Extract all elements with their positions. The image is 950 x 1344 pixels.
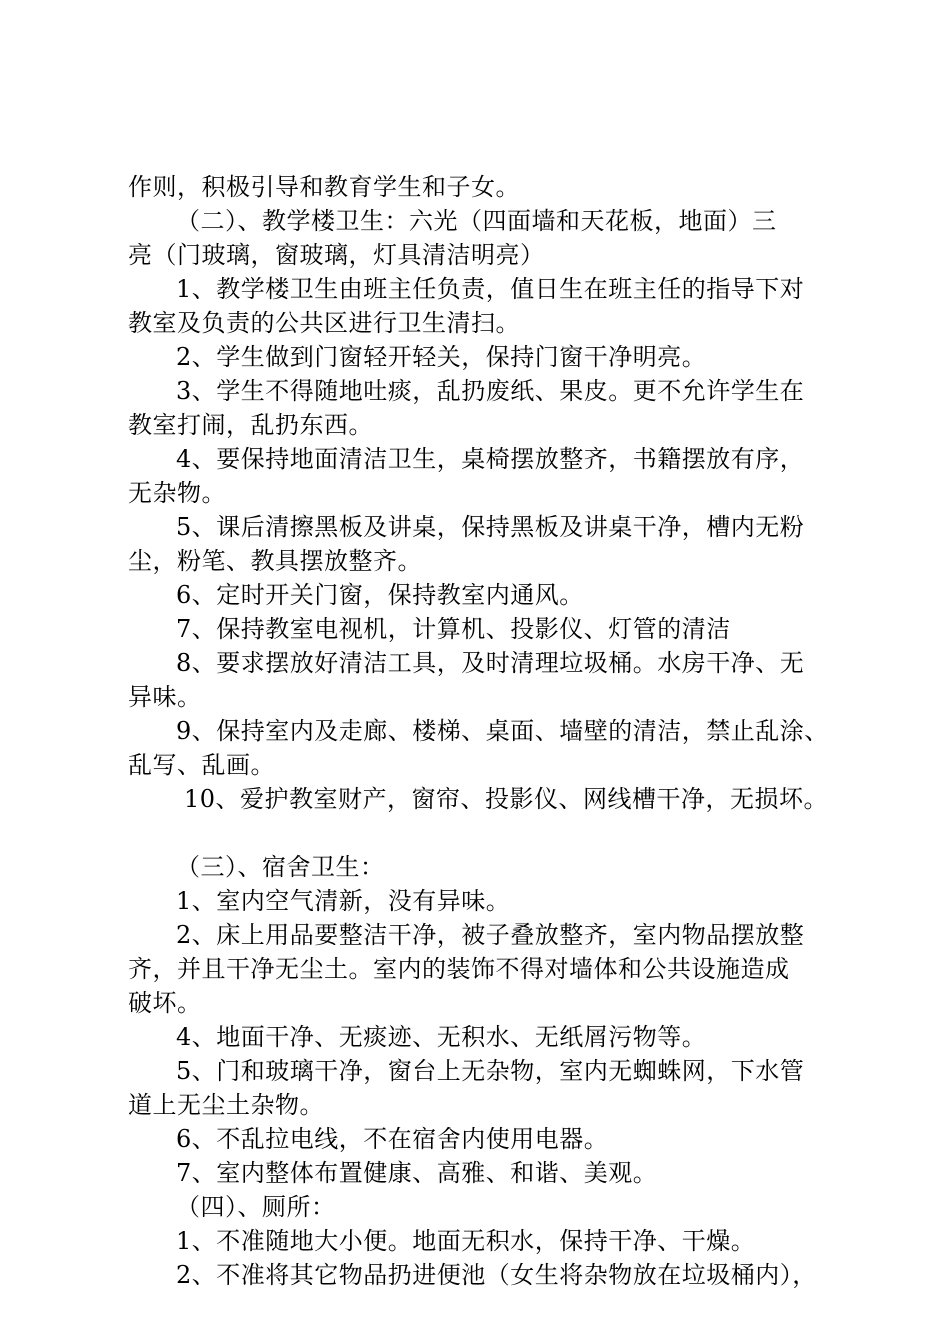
paragraph-line: 教室打闹，乱扔东西。 (128, 411, 373, 439)
paragraph-line: 尘，粉笔、教具摆放整齐。 (128, 547, 422, 575)
paragraph-line: 齐，并且干净无尘土。室内的装饰不得对墙体和公共设施造成 (128, 955, 790, 983)
list-item: 8、要求摆放好清洁工具，及时清理垃圾桶。水房干净、无 (176, 649, 805, 677)
section-heading: （三）、宿舍卫生： (176, 853, 385, 881)
list-item: 4、要保持地面清洁卫生，桌椅摆放整齐，书籍摆放有序， (176, 445, 805, 473)
paragraph-line: 作则，积极引导和教育学生和子女。 (128, 173, 520, 201)
paragraph-line: 亮（门玻璃，窗玻璃，灯具清洁明亮） (128, 241, 545, 269)
paragraph-line: 无杂物。 (128, 479, 226, 507)
list-item: 7、保持教室电视机，计算机、投影仪、灯管的清洁 (176, 615, 731, 643)
paragraph-line: 破坏。 (128, 989, 202, 1017)
document-body (128, 170, 860, 1292)
list-item: 5、门和玻璃干净，窗台上无杂物，室内无蜘蛛网，下水管 (176, 1057, 805, 1085)
list-item: 1、教学楼卫生由班主任负责，值日生在班主任的指导下对 (176, 275, 805, 303)
list-item: 3、学生不得随地吐痰，乱扔废纸、果皮。更不允许学生在 (176, 377, 805, 405)
list-item: 9、保持室内及走廊、楼梯、桌面、墙壁的清洁，禁止乱涂、 (176, 717, 829, 745)
list-item: 10、爱护教室财产，窗帘、投影仪、网线槽干净，无损坏。 (184, 785, 829, 813)
paragraph-line: 教室及负责的公共区进行卫生清扫。 (128, 309, 520, 337)
list-item: 6、定时开关门窗，保持教室内通风。 (176, 581, 584, 609)
paragraph-line: 道上无尘土杂物。 (128, 1091, 324, 1119)
section-heading: （二）、教学楼卫生：六光（四面墙和天花板，地面）三 (176, 207, 777, 235)
list-item: 1、不准随地大小便。地面无积水，保持干净、干燥。 (176, 1227, 756, 1255)
list-item: 2、床上用品要整洁干净，被子叠放整齐，室内物品摆放整 (176, 921, 805, 949)
list-item: 4、地面干净、无痰迹、无积水、无纸屑污物等。 (176, 1023, 707, 1051)
list-item: 7、室内整体布置健康、高雅、和谐、美观。 (176, 1159, 658, 1187)
list-item: 2、学生做到门窗轻开轻关，保持门窗干净明亮。 (176, 343, 707, 371)
list-item: 6、不乱拉电线，不在宿舍内使用电器。 (176, 1125, 609, 1153)
section-heading: （四）、厕所： (176, 1193, 336, 1221)
list-item: 2、不准将其它物品扔进便池（女生将杂物放在垃圾桶内）， (176, 1261, 817, 1289)
paragraph-line: 异味。 (128, 683, 202, 711)
list-item: 1、室内空气清新，没有异味。 (176, 887, 511, 915)
list-item: 5、课后清擦黑板及讲桌，保持黑板及讲桌干净，槽内无粉 (176, 513, 805, 541)
paragraph-line: 乱写、乱画。 (128, 751, 275, 779)
blank-line (128, 816, 860, 850)
